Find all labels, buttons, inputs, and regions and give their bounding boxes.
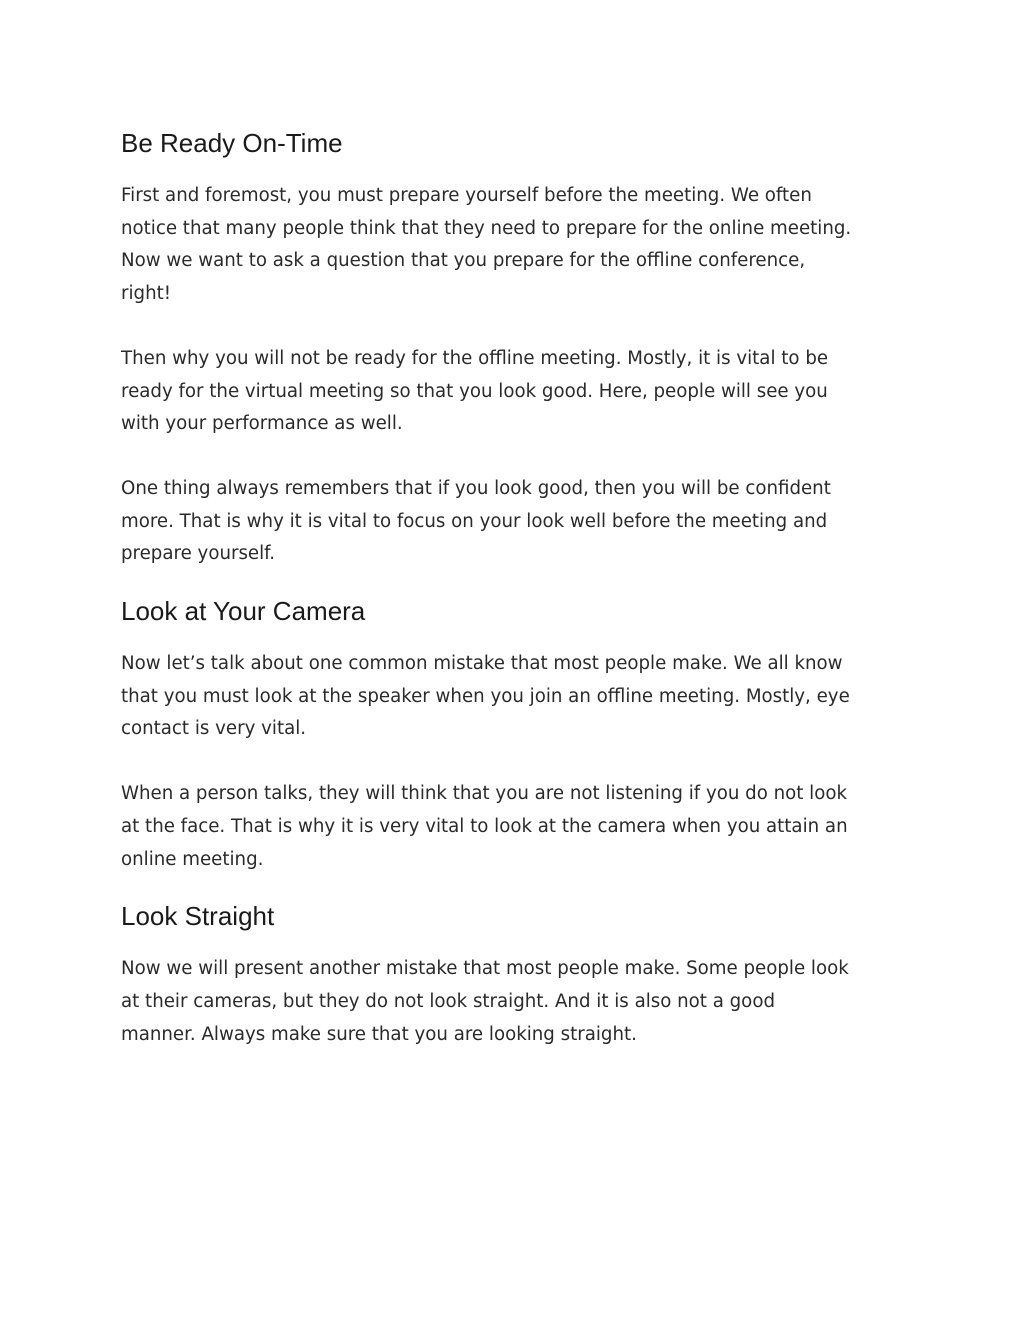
paragraph: When a person talks, they will think that you are not listening if you do not look at the face. That is why it is very vital to look at the camera when you attain an online meeting. [121,783,848,870]
section-title-be-ready: Be Ready On-Time [121,128,343,158]
section-title-look-at-camera: Look at Your Camera [121,596,366,627]
paragraph: Now let’s talk about one common mistake that most people make. We all know that you must look at the speaker when you join an offline meeting. Mostly, eye contact is very vital. [121,653,850,740]
paragraph: First and foremost, you must prepare yourself before the meeting. We often notice that many people think that they need to prepare for the online meeting. Now we want to ask a question that you prepare for the offline conference, right! [121,185,852,305]
document-page [121,122,921,1051]
section-title-look-straight: Look Straight [121,901,275,932]
paragraph: One thing always remembers that if you look good, then you will be confident more. That is why it is vital to focus on your look well before the meeting and prepare yourself. [121,477,831,565]
paragraph: Then why you will not be ready for the offline meeting. Mostly, it is vital to be ready for the virtual meeting so that you look good. Here, people will see you with your performance as well. [121,347,829,435]
paragraph: Now we will present another mistake that most people make. Some people look at their cameras, but they do not look straight. And it is also not a good manner. Always make sure that you are looking straight. [121,958,849,1045]
